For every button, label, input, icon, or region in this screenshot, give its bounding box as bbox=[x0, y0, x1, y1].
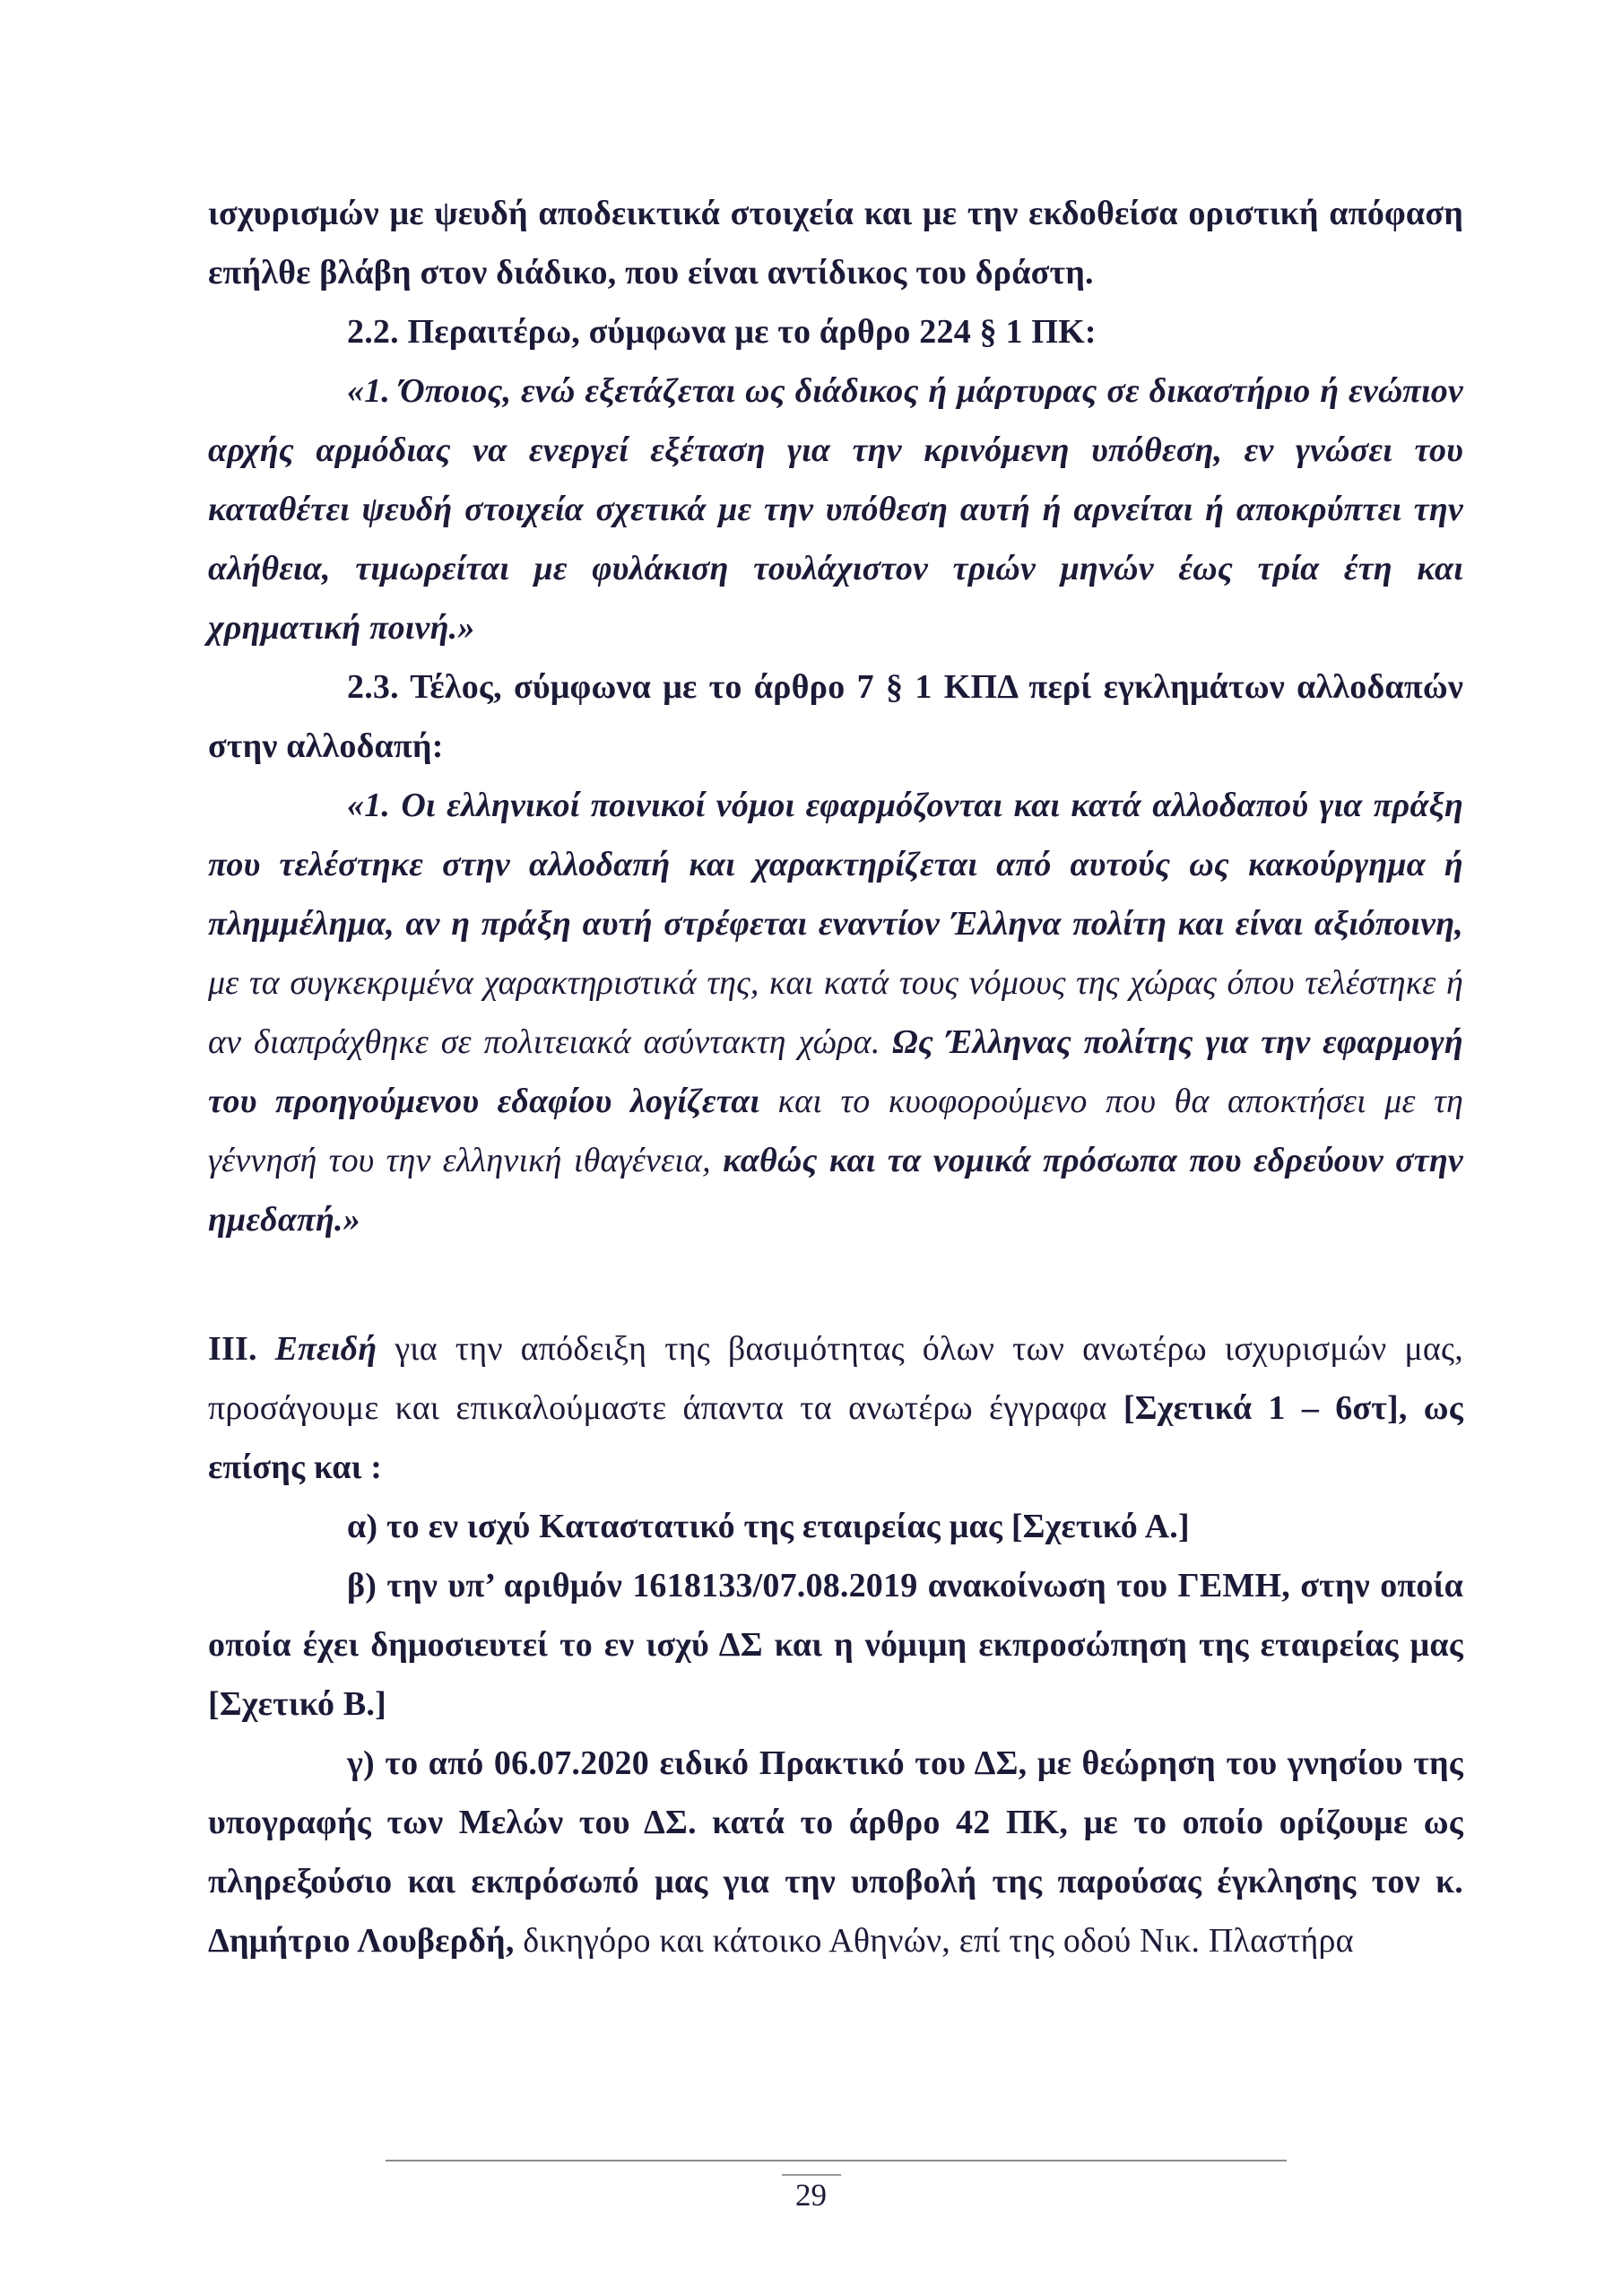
text-run: III. bbox=[208, 1330, 275, 1368]
paragraphs bbox=[208, 184, 1463, 1970]
page-number: 29 bbox=[795, 2178, 827, 2213]
text-run: [Σχετικά 1 – 6στ], ως επίσης και : bbox=[208, 1389, 1463, 1486]
paragraph bbox=[208, 1556, 1463, 1734]
text-run: για την απόδειξη της βασιμότητας όλων των ανωτέρω ισχυρισμών μας, προσάγουμε και επικαλούμαστε άπαντα τα ανωτέρω έγγραφα bbox=[208, 1330, 1463, 1427]
paragraph bbox=[208, 361, 1463, 657]
text-run: Ως Έλληνας πολίτης για την εφαρμογή του προηγούμενου εδαφίου λογίζεται bbox=[208, 1023, 1463, 1120]
text-run: ισχυρισμών με ψευδή αποδεικτικά στοιχεία και με την εκδοθείσα οριστική απόφαση επήλθε βλάβη στον διάδικο, που είναι αντίδικος του δράστη. bbox=[208, 195, 1463, 291]
page-number-overline bbox=[782, 2174, 841, 2176]
paragraph bbox=[208, 302, 1463, 361]
text-run: «1. Όποιος, ενώ εξετάζεται ως διάδικος ή μάρτυρας σε δικαστήριο ή ενώπιον αρχής αρμόδιας να ενεργεί εξέταση για την κρινόμενη υπόθεση, εν γνώσει του καταθέτει ψευδή στοιχεία σχετικά με την υπόθεση αυτή ή αρνείται ή αποκρύπτει την αλήθεια, τιμωρείται με φυλάκιση τουλάχιστον τριών μηνών έως τρία έτη και χρηματική ποινή.» bbox=[208, 372, 1463, 647]
text-run: 2.3. Τέλος, σύμφωνα με το άρθρο 7 § 1 ΚΠΔ περί εγκλημάτων αλλοδαπών στην αλλοδαπή: bbox=[208, 668, 1463, 765]
paragraph bbox=[208, 657, 1463, 776]
text-run: δικηγόρο και κάτοικο Αθηνών, επί της οδού Νικ. Πλαστήρα bbox=[514, 1922, 1354, 1960]
text-run: γ) το από 06.07.2020 ειδικό Πρακτικό του ΔΣ, με θεώρηση του γνησίου της υπογραφής των Μελών του ΔΣ. κατά το άρθρο 42 ΠΚ, με το οποίο ορίζουμε ως πληρεξούσιο και εκπρόσωπό μας για την υποβολή της παρούσας έγκλησης τον κ. Δημήτριο Λουβερδή, bbox=[208, 1744, 1463, 1960]
paragraph bbox=[208, 184, 1463, 302]
paragraph bbox=[208, 1497, 1463, 1556]
text-run: καθώς και τα νομικά πρόσωπα που εδρεύουν στην ημεδαπή.» bbox=[208, 1142, 1463, 1239]
footer-separator-line bbox=[386, 2160, 1287, 2161]
text-run: Επειδή bbox=[274, 1330, 377, 1368]
text-run: α) το εν ισχύ Καταστατικό της εταιρείας μας [Σχετικό Α.] bbox=[347, 1508, 1190, 1545]
text-run: με τα συγκεκριμένα χαρακτηριστικά της, και κατά τους νόμους της χώρας όπου τελέστηκε ή αν διαπράχθηκε σε πολιτειακά ασύντακτη χώρα. bbox=[208, 964, 1463, 1061]
text-run: 2.2. Περαιτέρω, σύμφωνα με το άρθρο 224 § 1 ΠΚ: bbox=[347, 313, 1097, 351]
text-run: β) την υπ’ αριθμόν 1618133/07.08.2019 ανακοίνωση του ΓΕΜΗ, στην οποία οποία έχει δημοσιευτεί το εν ισχύ ΔΣ και η νόμιμη εκπροσώπηση της εταιρείας μας [Σχετικό Β.] bbox=[208, 1567, 1463, 1723]
paragraph bbox=[208, 776, 1463, 1249]
text-run: και το κυοφορούμενο που θα αποκτήσει με τη γέννησή του την ελληνική ιθαγένεια, bbox=[208, 1083, 1464, 1179]
text-run: «1. Οι ελληνικοί ποινικοί νόμοι εφαρμόζονται και κατά αλλοδαπού για πράξη που τελέστηκε στην αλλοδαπή και χαρακτηρίζεται από αυτούς ως κακούργημα ή πλημμέλημα, αν η πράξη αυτή στρέφεται εναντίον Έλληνα πολίτη και είναι αξιόποινη, bbox=[208, 787, 1463, 943]
paragraph bbox=[208, 1319, 1463, 1497]
paragraph bbox=[208, 1734, 1463, 1970]
document-body bbox=[208, 184, 1463, 1970]
